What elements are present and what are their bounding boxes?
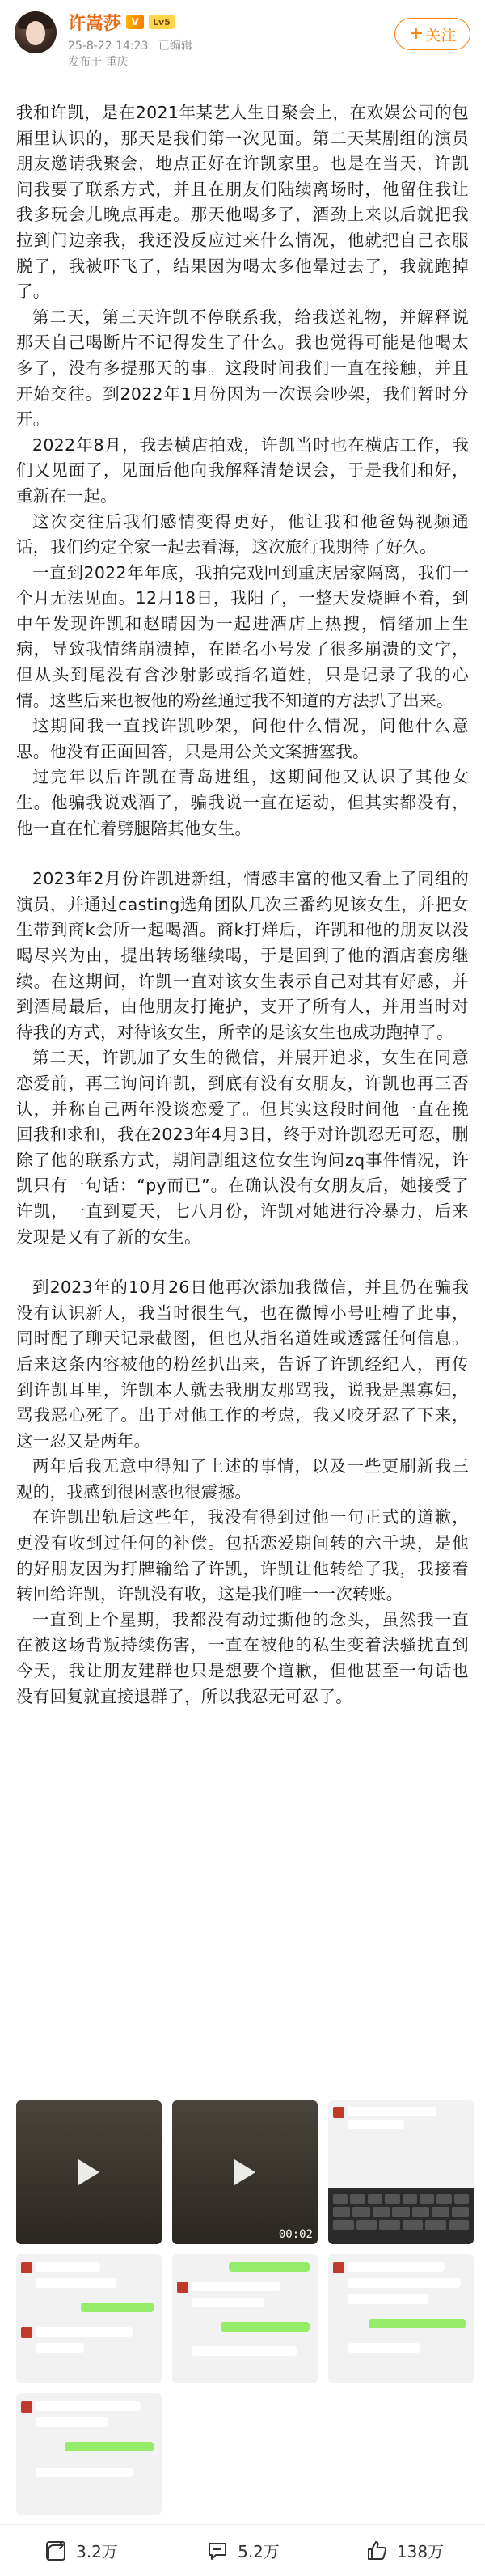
like-button[interactable] (323, 2525, 485, 2576)
post-paragraph: 第二天，许凯加了女生的微信，并展开追求，女生在同意恋爱前，再三询问许凯，到底有没有女朋友，许凯也再三否认，并称自己两年没谈恋爱了。但其实这段时间他一直在挽回我和求和，我在2023年4月3日，终于对许凯忍无可忍，删除了他的联系方式，期间剧组这位女生询问zq事件情况，许凯只有一句话：“py而已”。在确认没有女朋友后，她接受了许凯，一直到夏天，七八月份，许凯对她进行冷暴力，后来发现是又有了新的女生。 (16, 1048, 469, 1247)
like-icon (365, 2539, 389, 2563)
chat-screenshot-thumbnail[interactable] (328, 2254, 474, 2383)
post-paragraph: 一直到上个星期，我都没有动过撕他的念头，虽然我一直在被这场背叛持续伤害，一直在被他的私生变着法骚扰直到今天，我让朋友建群也只是想要个道歉，但他甚至一句话也没有回复就直接退群了，所以我忍无可忍了。 (16, 1609, 469, 1706)
post-paragraph: 这期间我一直找许凯吵架，问他什么情况，问他什么意思。他没有正面回答，只是用公关文案搪塞我。 (16, 716, 469, 761)
post-header (0, 0, 485, 69)
post-location: 发布于 重庆 (68, 56, 129, 69)
author-name-row (68, 11, 175, 32)
video-thumbnail[interactable] (172, 2100, 318, 2244)
post-paragraph: 到2023年的10月26日他再次添加我微信，并且仍在骗我没有认识新人，我当时很生气，也在微博小号吐槽了此事，同时配了聊天记录截图，但也从指名道姓或透露任何信息。后来这条内容被他的粉丝扒出来，告诉了许凯经纪人，再传到许凯耳里，许凯本人就去我朋友那骂我，说我是黑寡妇，骂我恶心死了。出于对他工作的考虑，我又咬牙忍了下来，这一忍又是两年。 (16, 1277, 469, 1451)
chat-screenshot-thumbnail[interactable] (16, 2254, 162, 2383)
post-body (16, 100, 469, 1710)
play-icon (234, 2159, 255, 2185)
post-timestamp: 25-8-22 14:23 (68, 40, 149, 53)
repost-button[interactable] (0, 2525, 162, 2576)
post-paragraph: 在许凯出轨后这些年，我没有得到过他一句正式的道歉，更没有收到过任何的补偿。包括恋爱期间转的六千块，是他的好朋友因为打牌输给了许凯，许凯让他转给了我，我接着转回给许凯，许凯没有收，这是我们唯一一次转账。 (16, 1507, 469, 1604)
level-badge: Lv5 (149, 15, 175, 29)
post-meta (68, 37, 192, 53)
image-grid (16, 2100, 474, 2521)
chat-screenshot-thumbnail[interactable] (16, 2393, 162, 2515)
play-icon (78, 2159, 99, 2185)
video-duration: 00:02 (278, 2228, 313, 2241)
post-edited-label: 已编辑 (158, 40, 192, 53)
post-paragraph: 2023年2月份许凯进新组，情感丰富的他又看上了同组的演员，并通过casting选角团队几次三番约见该女生，并把女生带到商k会所一起喝酒。商k打烊后，许凯和他的朋友以没喝尽兴为由，提出转场继续喝，于是回到了他的酒店套房继续。在这期间，许凯一直对该女生表示自己对其有好感，并到酒局最后，由他朋友打掩护，支开了所有人，并用当时对待我的方式，对待该女生，所幸的是该女生也成功跑掉了。 (16, 869, 469, 1042)
chat-screenshot-thumbnail[interactable] (328, 2100, 474, 2244)
follow-button-label: 关注 (425, 26, 457, 44)
post-paragraph: 两年后我无意中得知了上述的事情，以及一些更刷新我三观的，我感到很困惑也很震撼。 (16, 1456, 469, 1502)
plus-icon: + (408, 23, 424, 44)
author-name[interactable]: 许嵩莎 (68, 13, 122, 34)
chat-screenshot-thumbnail[interactable] (172, 2254, 318, 2383)
repost-icon (44, 2539, 68, 2563)
like-count: 138万 (396, 2542, 445, 2561)
post-paragraph: 第二天，第三天许凯不停联系我，给我送礼物，并解释说那天自己喝断片不记得发生了什么。我也觉得可能是他喝太多了，没有多提那天的事。这段时间我们一直在接触，并且开始交往。到2022年1月份因为一次误会吵架，我们暂时分开。 (16, 307, 469, 430)
vip-badge-icon: V (126, 15, 144, 29)
post-paragraph: 2022年8月，我去横店拍戏，许凯当时也在横店工作，我们又见面了，见面后他向我解释清楚误会，于是我们和好，重新在一起。 (16, 434, 469, 506)
post-paragraph: 这次交往后我们感情变得更好，他让我和他爸妈视频通话，我们约定全家一起去看海，这次旅行我期待了好久。 (16, 511, 469, 557)
comment-count: 5.2万 (238, 2542, 280, 2561)
action-bar (0, 2524, 485, 2576)
post-paragraph: 我和许凯，是在2021年某艺人生日聚会上，在欢娱公司的包厢里认识的，那天是我们第一次见面。第二天某剧组的演员朋友邀请我聚会，地点正好在许凯家里。也是在当天，许凯问我要了联系方式，并且在朋友们陆续离场时，他留住我让我多玩会儿晚点再走。那天他喝多了，酒劲上来以后就把我拉到门边亲我，我还没反应过来什么情况，他就把自己衣服脱了，我被吓飞了，结果因为喝太多他晕过去了，我就跑掉了。 (16, 103, 469, 302)
repost-count: 3.2万 (76, 2542, 118, 2561)
post-paragraph: 过完年以后许凯在青岛进组，这期间他又认识了其他女生。他骗我说戏酒了，骗我说一直在运动，但其实都没有，他一直在忙着劈腿陪其他女生。 (16, 767, 469, 838)
comment-button[interactable] (162, 2525, 323, 2576)
comment-icon (205, 2539, 230, 2563)
video-thumbnail[interactable] (16, 2100, 162, 2244)
follow-button[interactable] (394, 18, 470, 50)
keyboard-graphic (328, 2188, 474, 2244)
post-paragraph: 一直到2022年年底，我拍完戏回到重庆居家隔离，我们一个月无法见面。12月18日，我阳了，一整天发烧睡不着，到中午发现许凯和赵晴因为一起进酒店上热搜，情绪加上生病，导致我情绪崩溃掉，在匿名小号发了很多崩溃的文字，但从头到尾没有含沙射影或指名道姓，只是记录了我的心情。这些后来也被他的粉丝通过我不知道的方法扒了出来。 (16, 562, 469, 710)
author-avatar[interactable] (15, 11, 57, 53)
